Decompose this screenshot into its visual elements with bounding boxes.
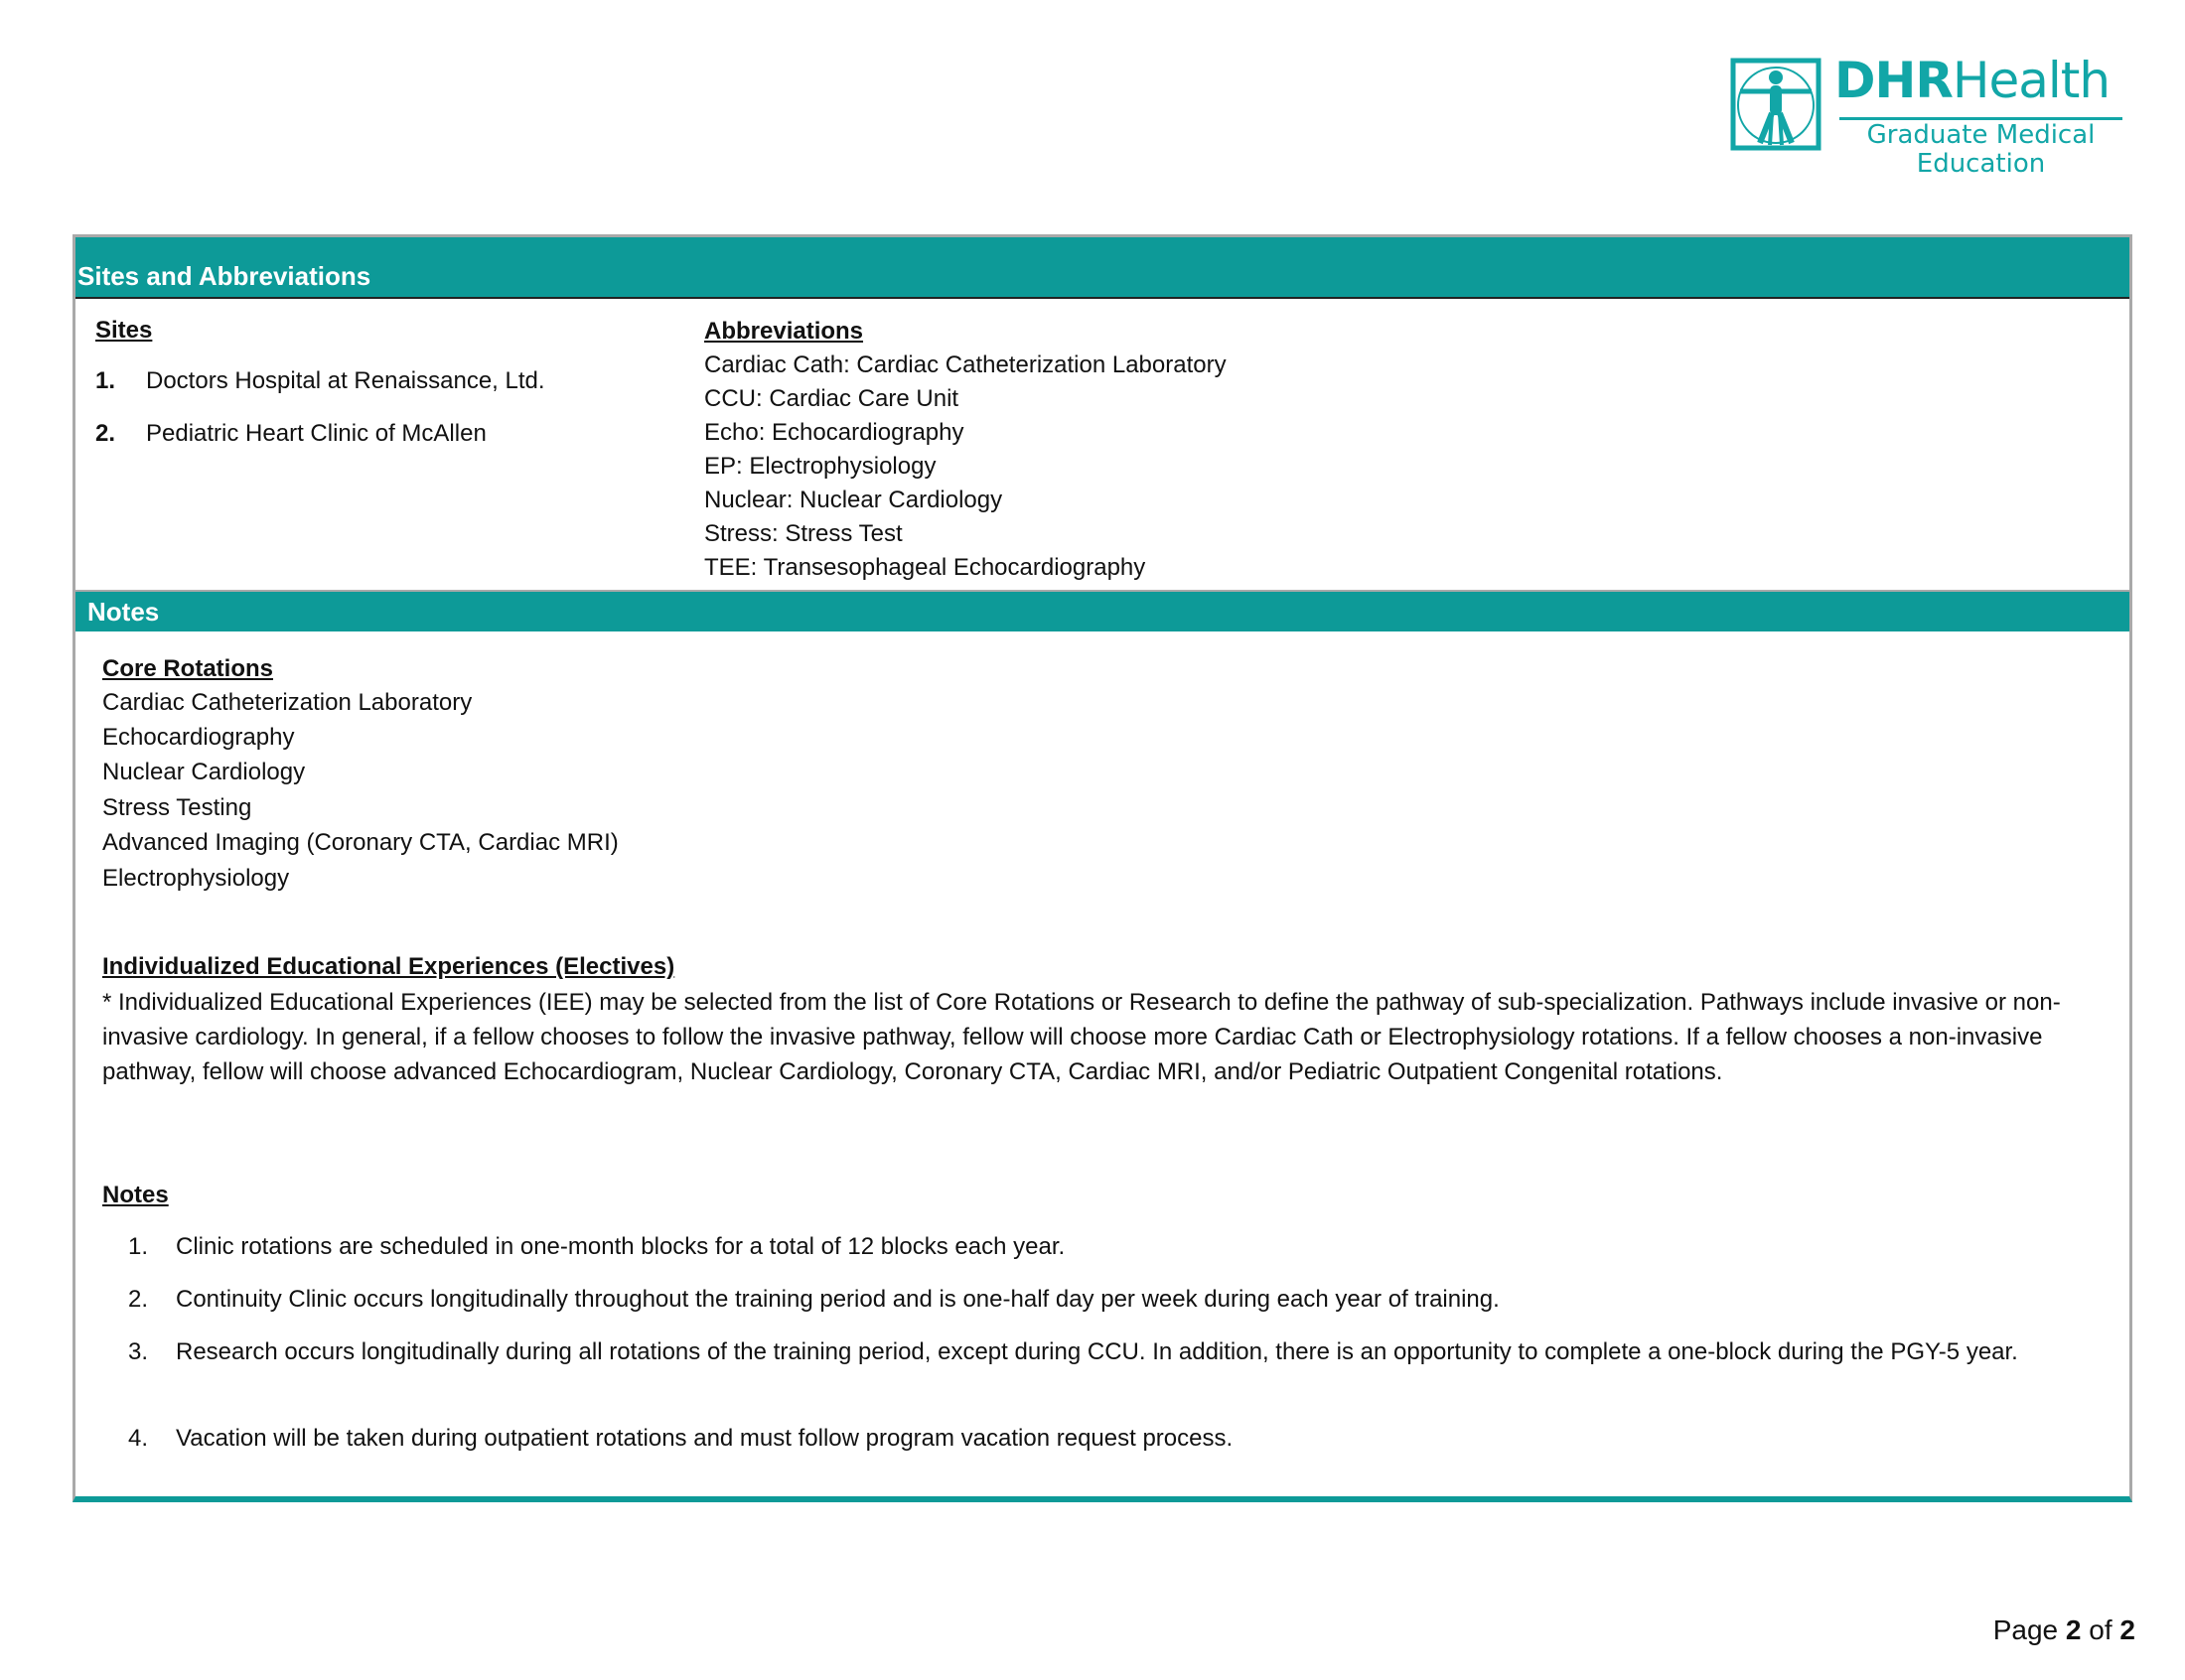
abbreviation-item: Cardiac Cath: Cardiac Catheterization Laboratory [704,351,1227,378]
abbreviation-item: TEE: Transesophageal Echocardiography [704,554,1146,581]
note-item: Research occurs longitudinally during all rotations of the training period, except during CCU. In addition, there is an opportunity to complete a one-block during the PGY-5 year. [176,1338,2018,1365]
abbreviations-heading: Abbreviations [704,318,864,345]
note-number: 1. [128,1233,149,1260]
core-rotation-item: Advanced Imaging (Coronary CTA, Cardiac MRI) [102,829,619,856]
note-item: Continuity Clinic occurs longitudinally throughout the training period and is one-half day per week during each year of training. [176,1286,1500,1313]
core-rotation-item: Echocardiography [102,724,295,751]
sites-abbreviations-header [75,237,2129,299]
note-item: Clinic rotations are scheduled in one-month blocks for a total of 12 blocks each year. [176,1233,1066,1260]
core-rotation-item: Stress Testing [102,794,252,821]
note-number: 3. [128,1338,149,1365]
logo-brand: DHRHealth [1834,52,2111,109]
content-table [73,234,2132,1502]
core-rotation-item: Electrophysiology [102,865,290,892]
electives-heading: Individualized Educational Experiences (Electives) [102,953,675,980]
site-item: Pediatric Heart Clinic of McAllen [146,420,487,447]
site-number: 1. [95,367,116,394]
sites-heading: Sites [95,317,153,344]
core-rotation-item: Cardiac Catheterization Laboratory [102,689,473,716]
notes-header [75,590,2129,631]
page-number: Page 2 of 2 [1992,1614,2135,1645]
note-item: Vacation will be taken during outpatient rotations and must follow program vacation request process. [176,1425,1234,1452]
notes-heading: Notes [102,1182,169,1208]
abbreviation-item: Stress: Stress Test [704,520,903,547]
note-number: 4. [128,1425,149,1452]
abbreviation-item: Nuclear: Nuclear Cardiology [704,487,1003,513]
vitruvian-figure-icon [1730,58,1821,151]
abbreviation-item: CCU: Cardiac Care Unit [704,385,959,412]
site-item: Doctors Hospital at Renaissance, Ltd. [146,367,545,394]
electives-paragraph: * Individualized Educational Experiences (IEE) may be selected from the list of Core Rotations or Research to define the pathway of sub-specialization. Pathways include invasive or non-invasive cardiology. In general, if a fellow chooses to follow the invasive pathway, fellow will choose more Cardiac Cath or Electrophysiology rotations. If a fellow chooses a non-invasive pathway, fellow will choose advanced Echocardiogram, Nuclear Cardiology, Coronary CTA, Cardiac MRI, and/or Pediatric Outpatient Congenital rotations. [102,989,2061,1085]
section-title: Notes [87,597,160,627]
note-number: 2. [128,1286,149,1313]
site-number: 2. [95,420,116,447]
abbreviation-item: Echo: Echocardiography [704,419,964,446]
dhr-health-logo [1730,52,2127,181]
section-title: Sites and Abbreviations [77,261,371,291]
logo-subtitle: Graduate Medical Education [1866,120,2096,179]
abbreviation-item: EP: Electrophysiology [704,453,937,480]
core-rotation-item: Nuclear Cardiology [102,759,306,785]
core-rotations-heading: Core Rotations [102,655,274,682]
